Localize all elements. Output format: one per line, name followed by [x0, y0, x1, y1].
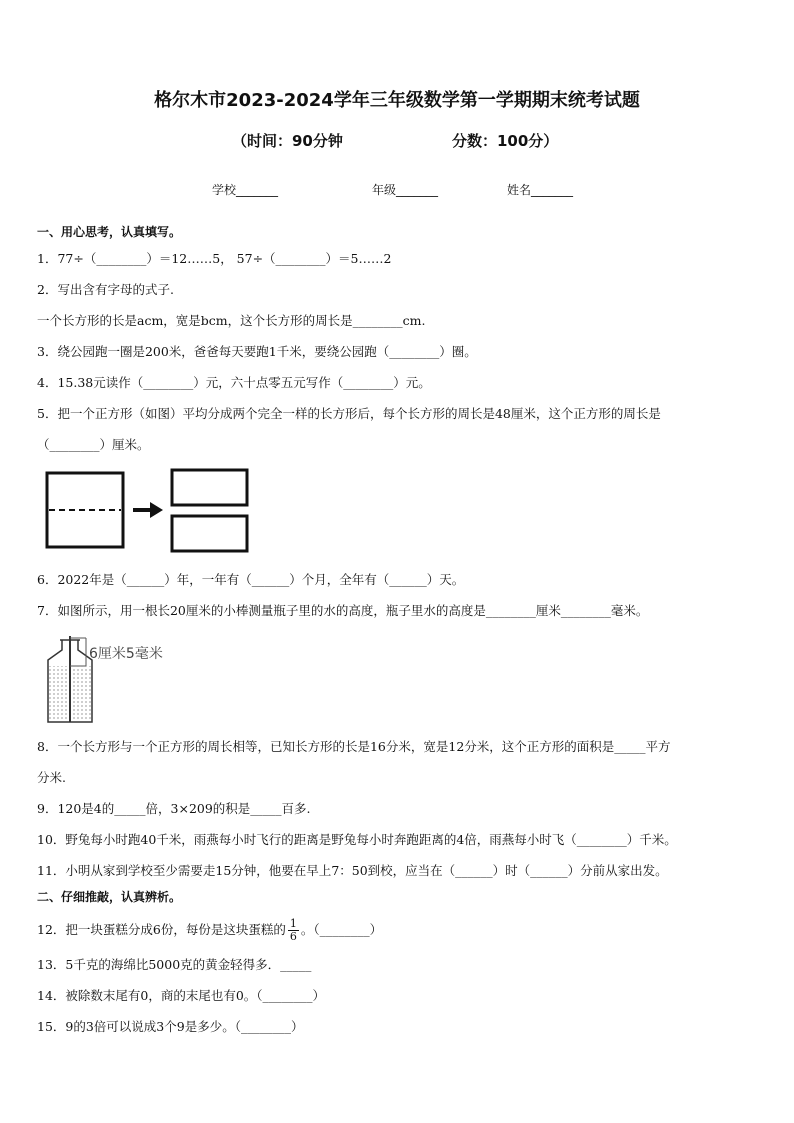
name-field[interactable]: 姓名_______: [507, 183, 574, 197]
question-3: 3．绕公园跑一圈是200米，爸爸每天要跑1千米，要绕公园跑（________）圈。: [37, 344, 477, 359]
question-8: 8．一个长方形与一个正方形的周长相等，已知长方形的长是16分米，宽是12分米，这个正方形的面积是_____平方: [37, 739, 671, 754]
grade-field[interactable]: 年级_______: [372, 183, 439, 197]
question-2-intro: 2．写出含有字母的式子.: [37, 282, 174, 297]
question-6: 6．2022年是（______）年，一年有（______）个月，全年有（______）天。: [37, 572, 465, 587]
rectangle-bottom: [172, 516, 247, 551]
question-1: 1．77÷（________）＝12……5， 57÷（________）＝5……2: [37, 251, 392, 266]
question-7: 7．如图所示，用一根长20厘米的小棒测量瓶子里的水的高度，瓶子里水的高度是________厘米________毫米。: [37, 603, 649, 618]
page-title: 格尔木市2023-2024学年三年级数学第一学期期末统考试题: [154, 90, 640, 111]
fraction-one-sixth: $\frac{1}{6}$: [289, 917, 297, 943]
bottle-figure: [40, 636, 190, 730]
arrow-head-icon: [150, 502, 163, 518]
question-11: 11．小明从家到学校至少需要走15分钟，他要在早上7：50到校，应当在（______）时（______）分前从家出发。: [37, 863, 668, 878]
question-12-blank: 。（________）: [300, 922, 383, 937]
question-4: 4．15.38元读作（________）元，六十点零五元写作（________）元。: [37, 375, 431, 390]
section-1-title: 一、用心思考，认真填写。: [37, 225, 182, 239]
question-5-answer: （________）厘米。: [37, 437, 150, 452]
rectangle-top: [172, 470, 247, 505]
question-12: [37, 915, 382, 945]
school-field[interactable]: 学校_______: [212, 183, 279, 197]
question-10: 10．野兔每小时跑40千米，雨燕每小时飞行的距离是野兔每小时奔跑距离的4倍，雨燕每小时飞（________）千米。: [37, 832, 677, 847]
time-limit: （时间：90分钟: [232, 132, 343, 150]
total-score: 分数：100分）: [452, 132, 559, 150]
section-2-title: 二、仔细推敲，认真辨析。: [37, 890, 182, 904]
dimension-label: 6厘米5毫米: [89, 646, 163, 662]
question-14: 14．被除数末尾有0，商的末尾也有0。（________）: [37, 988, 326, 1003]
square-split-figure: [40, 466, 255, 570]
question-8-unit: 分米.: [37, 770, 66, 785]
question-5: 5．把一个正方形（如图）平均分成两个完全一样的长方形后，每个长方形的周长是48厘米，这个正方形的周长是: [37, 406, 661, 421]
question-2: 一个长方形的长是acm，宽是bcm，这个长方形的周长是________cm.: [37, 313, 426, 328]
question-15: 15．9的3倍可以说成3个9是多少。（________）: [37, 1019, 304, 1034]
question-9: 9．120是4的_____倍，3×209的积是_____百多.: [37, 801, 311, 816]
question-12-text: 12．把一块蛋糕分成6份，每份是这块蛋糕的: [37, 922, 286, 937]
question-13: 13．5千克的海绵比5000克的黄金轻得多．_____: [37, 957, 312, 972]
